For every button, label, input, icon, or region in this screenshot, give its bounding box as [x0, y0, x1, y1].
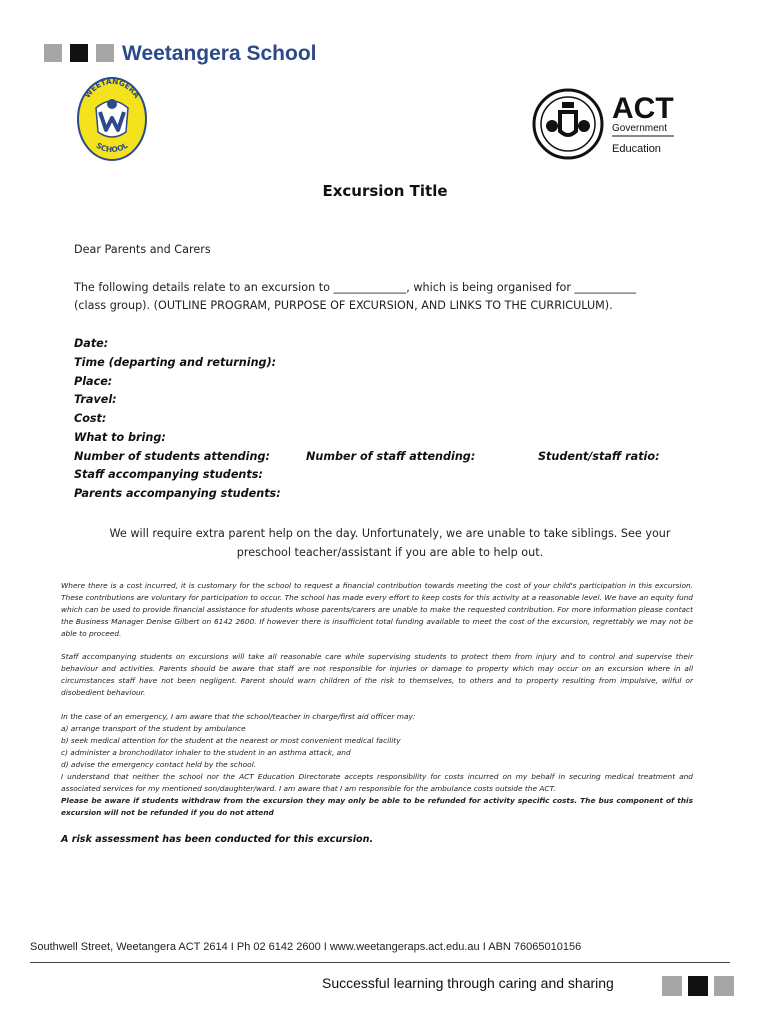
- emergency-item-d: d) advise the emergency contact held by the school.: [61, 760, 257, 769]
- emergency-item-c: c) administer a bronchodilator inhaler to the student in an asthma attack, and: [61, 748, 351, 757]
- responsibility-statement: I understand that neither the school nor the ACT Education Directorate accepts responsibility for costs incurred on my behalf in securing medical treatment and associated services for my mentioned son/daughter/ward. I am aware that I am responsible for the ambulance costs outside the ACT.: [61, 772, 693, 793]
- footer-divider: [30, 962, 730, 963]
- field-time: Time (departing and returning):: [74, 356, 277, 369]
- intro-line-2: (class group). (OUTLINE PROGRAM, PURPOSE OF EXCURSION, AND LINKS TO THE CURRICULUM).: [74, 299, 613, 312]
- field-date: Date:: [74, 337, 109, 350]
- footer-tagline: Successful learning through caring and sharing: [322, 975, 614, 991]
- intro-line-1: The following details relate to an excursion to _____________, which is being organised for ___________: [74, 281, 637, 294]
- risk-assessment-note: A risk assessment has been conducted for this excursion.: [61, 834, 374, 845]
- refund-notice: Please be aware if students withdraw from the excursion they may only be able to be refunded for activity specific costs. The bus component of this excursion will not be refunded if you do not attend: [61, 796, 693, 817]
- header-square-dark: [70, 44, 88, 62]
- field-students-attending: Number of students attending:: [74, 450, 270, 463]
- emergency-item-a: a) arrange transport of the student by ambulance: [61, 724, 246, 733]
- header-square-light: [96, 44, 114, 62]
- cost-contribution-text: Where there is a cost incurred, it is customary for the school to request a financial contribution towards meeting the cost of your child's participation in this excursion. These contributions are voluntary for participation to occur. The school has made every effort to keep costs for this activity at a reasonable level. We have an equity fund which can be used to provide financial assistance for students whose parents/carers are unable to make the requested contribution. For more information please contact the Business Manager Denise Gilbert on 6142 2600. If however there is insufficient total funding available to meet the cost of the excursion, regrettably we may not be able to proceed.: [61, 581, 693, 638]
- act-logo-text: ACT: [612, 92, 674, 125]
- parent-help-line-1: We will require extra parent help on the day. Unfortunately, we are unable to take siblings. See your: [109, 527, 671, 540]
- staff-care-text: Staff accompanying students on excursions will take all reasonable care while supervising students to protect them from injury and to control and supervise their behaviour and activities. Parents should be aware that staff are not responsible for injuries or damage to property which may occur on an excursion where in all circumstances staff have not been negligent. Parent should warn children of the risk to themselves, to others and to property resulting from impulsive, wilful or disobedient behaviour.: [61, 652, 693, 697]
- footer-square-light: [662, 976, 682, 996]
- emergency-section: [61, 711, 693, 819]
- field-staff-attending: Number of staff attending:: [306, 450, 476, 463]
- field-what-to-bring: What to bring:: [74, 431, 166, 444]
- field-cost: Cost:: [74, 412, 107, 425]
- excursion-title: Excursion Title: [322, 182, 448, 200]
- footer-address: Southwell Street, Weetangera ACT 2614 I Ph 02 6142 2600 I www.weetangeraps.act.edu.au I ABN 76065010156: [30, 941, 582, 953]
- emergency-item-b: b) seek medical attention for the student at the nearest or most convenient medical facility: [61, 736, 401, 745]
- act-education-text: Education: [612, 143, 661, 155]
- staff-care-paragraph: [61, 651, 693, 699]
- field-student-staff-ratio: Student/staff ratio:: [538, 450, 660, 463]
- greeting: Dear Parents and Carers: [74, 243, 211, 256]
- footer-square-dark: [688, 976, 708, 996]
- footer-square-light: [714, 976, 734, 996]
- cost-contribution-paragraph: [61, 580, 693, 640]
- crest-top-text: WEETANGERA: [82, 76, 142, 100]
- parent-help-paragraph: [70, 524, 710, 562]
- act-government-text: Government: [612, 123, 668, 134]
- parent-help-line-2: preschool teacher/assistant if you are able to help out.: [236, 546, 544, 559]
- crest-bottom-text: SCHOOL: [94, 140, 130, 155]
- act-government-logo: [532, 88, 682, 160]
- field-place: Place:: [74, 375, 113, 388]
- school-crest-logo: [76, 76, 148, 162]
- field-parents-accompanying: Parents accompanying students:: [74, 487, 281, 500]
- field-staff-accompanying: Staff accompanying students:: [74, 468, 263, 481]
- school-name: Weetangera School: [122, 42, 317, 65]
- field-travel: Travel:: [74, 393, 117, 406]
- emergency-intro: In the case of an emergency, I am aware that the school/teacher in charge/first aid officer may:: [61, 712, 416, 721]
- header-square-light: [44, 44, 62, 62]
